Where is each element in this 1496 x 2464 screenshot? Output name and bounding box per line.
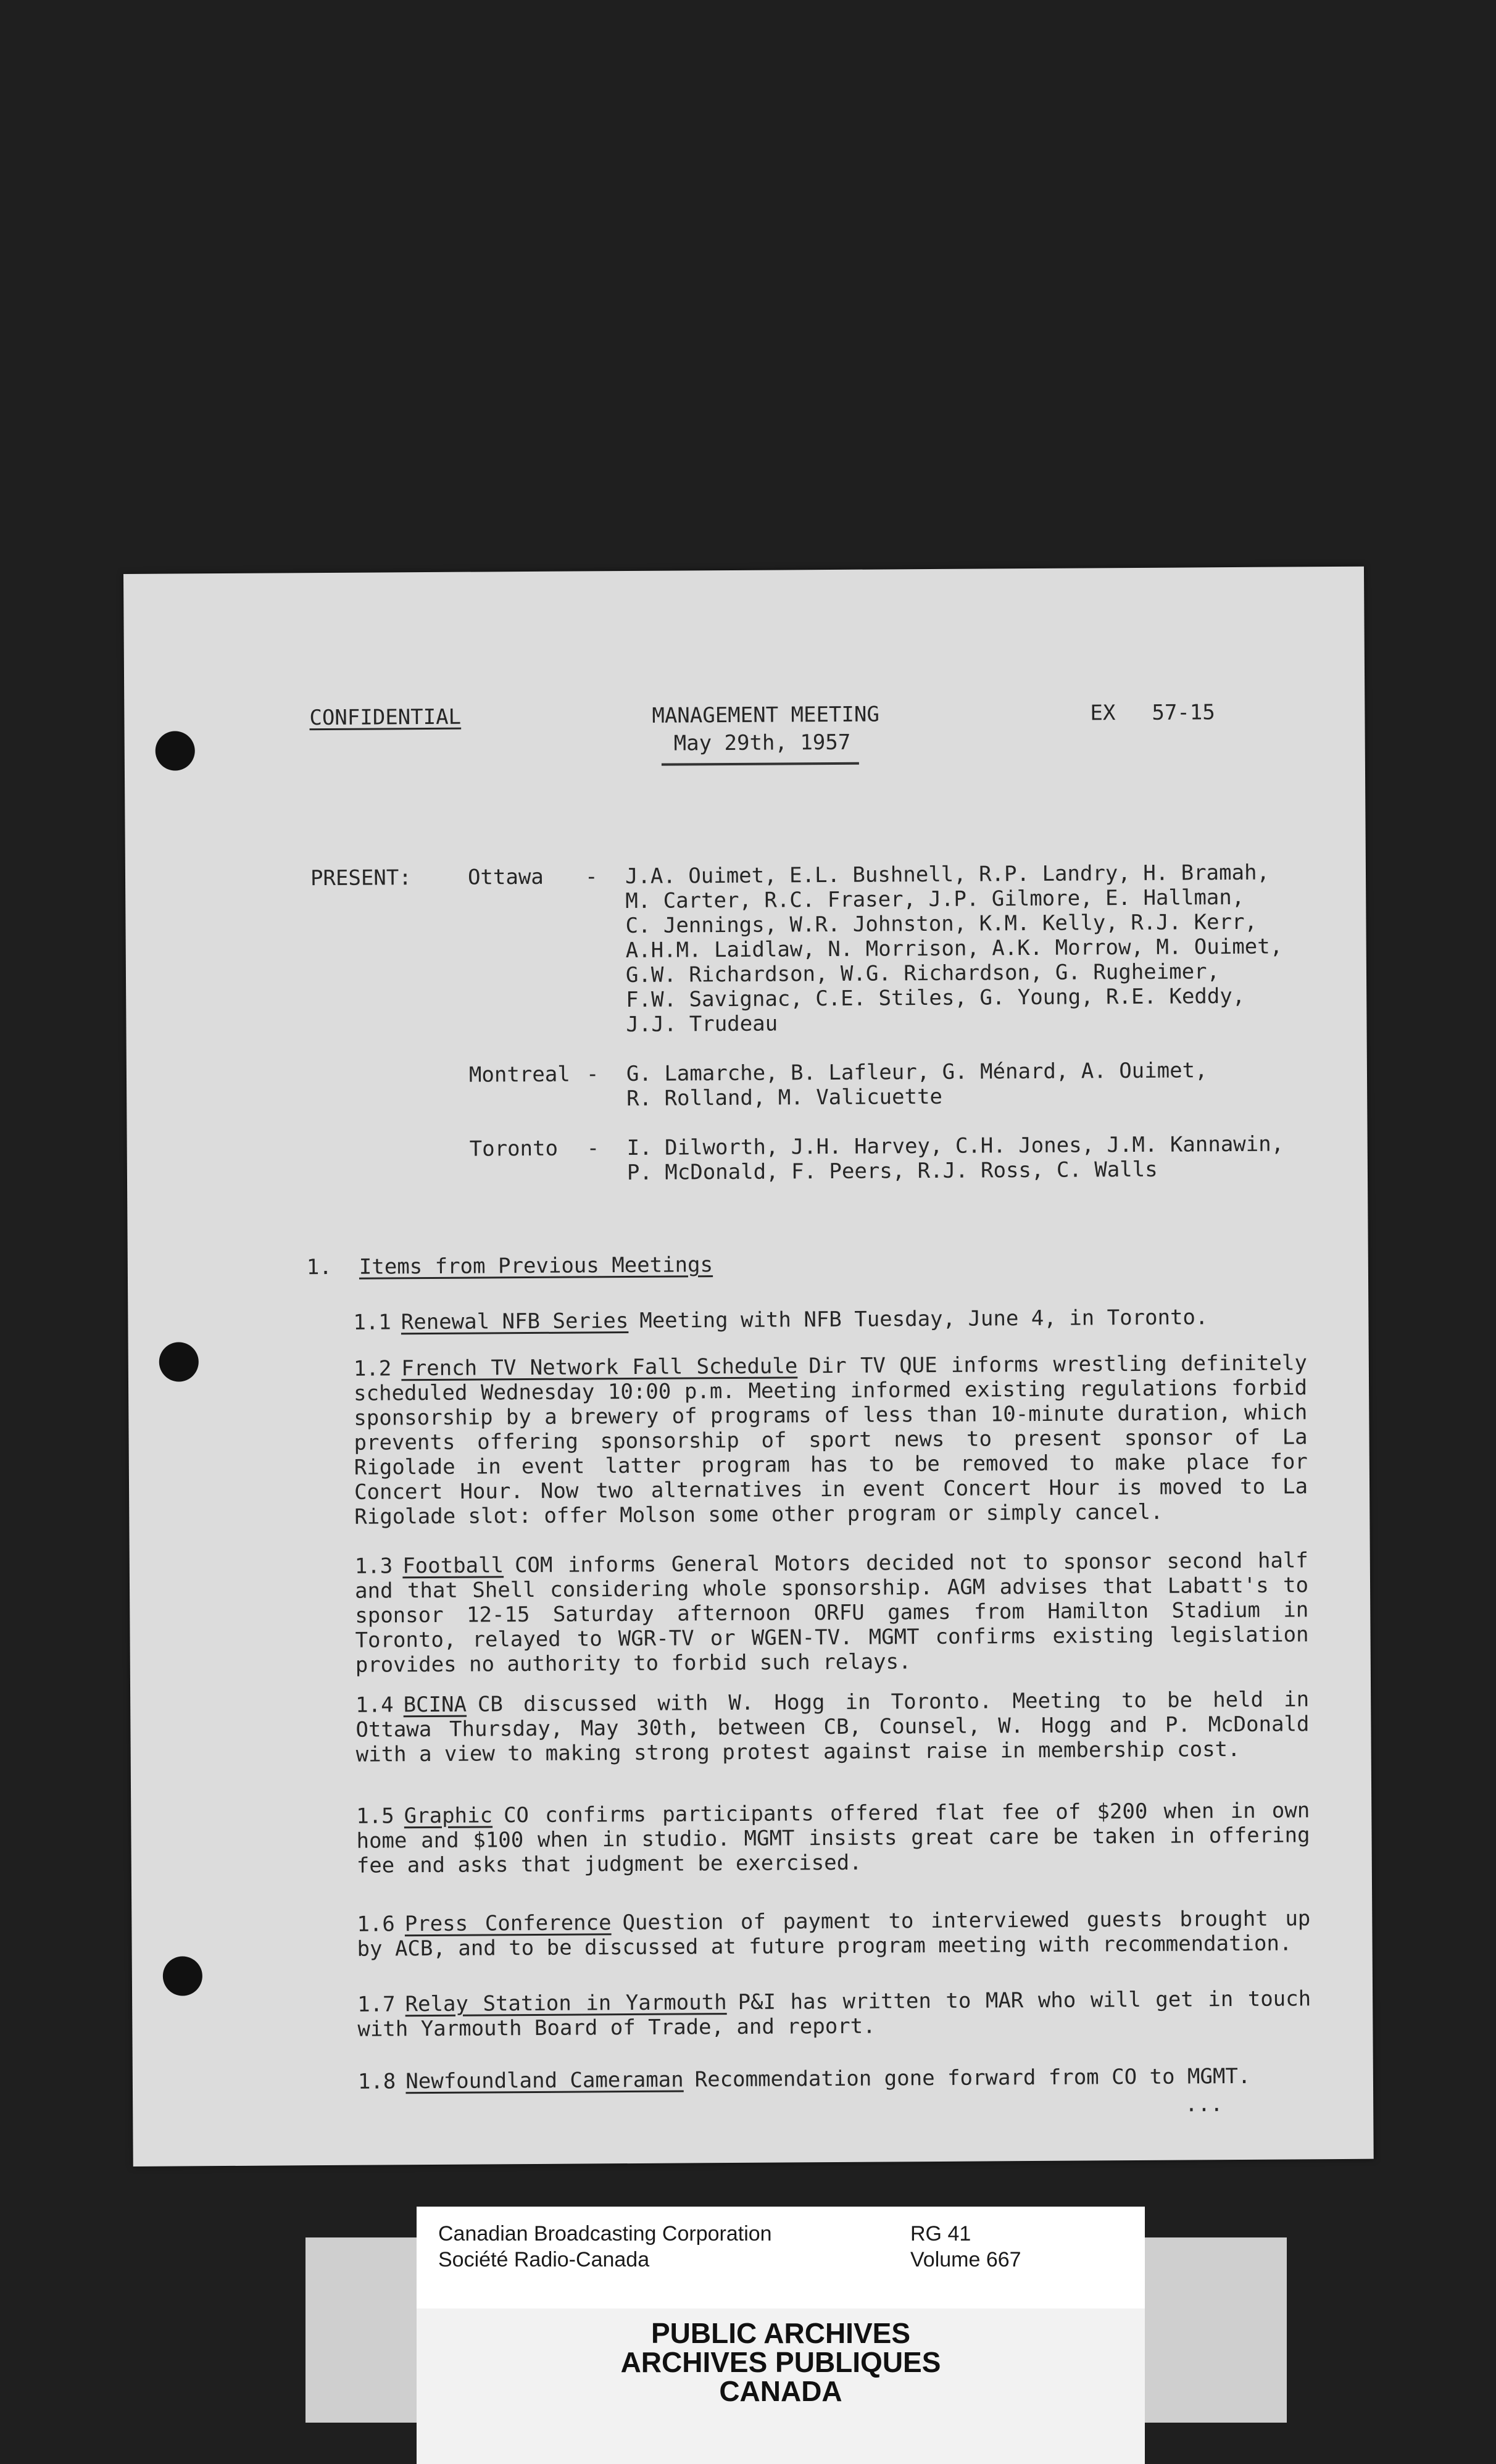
attendee-list-toronto xyxy=(627,1131,1306,1185)
org-name-fr: Société Radio-Canada xyxy=(438,2248,650,2271)
punch-hole xyxy=(163,1956,202,1996)
minute-item xyxy=(357,1986,1311,2041)
item-title: Football xyxy=(402,1553,504,1579)
record-group: RG 41 xyxy=(910,2222,971,2245)
minute-item xyxy=(357,1906,1310,1961)
section-number: 1. xyxy=(306,1254,332,1280)
confidential-label: CONFIDENTIAL xyxy=(309,704,462,731)
ref-prefix: EX xyxy=(1090,701,1116,726)
punch-hole xyxy=(156,731,195,770)
item-title: French TV Network Fall Schedule xyxy=(401,1354,798,1381)
item-number: 1.6 xyxy=(357,1912,395,1937)
continuation-marker: ... xyxy=(1185,2092,1223,2117)
attendee-line: G. Lamarche, B. Lafleur, G. Ménard, A. Ouimet, xyxy=(626,1058,1208,1087)
item-text: P&I has written to MAR who will get in touch with Yarmouth Board of Trade, and report. xyxy=(357,1986,1311,2042)
item-number: 1.3 xyxy=(354,1554,393,1579)
attendee-line: C. Jennings, W.R. Johnston, K.M. Kelly, R.J. Kerr, xyxy=(625,909,1258,939)
punch-hole xyxy=(159,1342,199,1381)
attendee-line: P. McDonald, F. Peers, R.J. Ross, C. Walls xyxy=(626,1157,1158,1186)
attendee-line: F.W. Savignac, C.E. Stiles, G. Young, R.E. Keddy, xyxy=(626,983,1245,1013)
item-text: Dir TV QUE informs wrestling definitely scheduled Wednesday 10:00 p.m. Meeting informed existing regulations forbid sponsorship by a brewery of programs of less than 10-minute duration, which prevents offering sponsorship of sport news to present sponsor of La Rigolade in event latter program has to be removed to make place for Concert Hour. Now two alternatives in event Concert Hour is moved to La Rigolade slot: offer Molson some other program or simply cancel. xyxy=(353,1351,1308,1530)
minute-item xyxy=(353,1304,1307,1334)
item-text: Recommendation gone forward from CO to MGMT. xyxy=(694,2063,1251,2092)
minute-item xyxy=(355,1687,1310,1767)
item-text: CO confirms participants offered flat fee of $200 when in own home and $100 when in studio. MGMT insists great care be taken in offering fee and asks that judgment be exercised. xyxy=(356,1798,1310,1878)
present-label: PRESENT: xyxy=(310,865,412,891)
present-city-ottawa: Ottawa xyxy=(467,864,544,890)
minute-item xyxy=(358,2063,1311,2094)
date-underline xyxy=(662,762,859,766)
item-title: Relay Station in Yarmouth xyxy=(405,1990,727,2017)
attendee-line: J.J. Trudeau xyxy=(626,1011,778,1038)
attendee-line: G.W. Richardson, W.G. Richardson, G. Rugheimer, xyxy=(625,959,1220,988)
item-title: Press Conference xyxy=(404,1910,612,1937)
document-page xyxy=(123,567,1374,2166)
item-number: 1.4 xyxy=(355,1692,394,1718)
stamp-line: PUBLIC ARCHIVES xyxy=(651,2317,910,2349)
attendee-line: J.A. Ouimet, E.L. Bushnell, R.P. Landry, H. Bramah, xyxy=(625,860,1270,889)
item-title: BCINA xyxy=(403,1692,467,1718)
meeting-date: May 29th, 1957 xyxy=(673,730,851,756)
attendee-line: M. Carter, R.C. Fraser, J.P. Gilmore, E. Hallman, xyxy=(625,884,1245,914)
item-number: 1.2 xyxy=(353,1356,392,1381)
attendee-line: I. Dilworth, J.H. Harvey, C.H. Jones, J.M. Kannawin, xyxy=(626,1131,1284,1161)
attendee-list-ottawa xyxy=(625,860,1305,1037)
attendee-line: A.H.M. Laidlaw, N. Morrison, A.K. Morrow, M. Ouimet, xyxy=(625,934,1283,964)
item-title: Graphic xyxy=(404,1803,493,1829)
item-text: Question of payment to interviewed guests brought up by ACB, and to be discussed at future program meeting with recommendation. xyxy=(357,1906,1311,1962)
attendee-list-montreal xyxy=(626,1057,1305,1111)
dash: - xyxy=(584,864,598,889)
item-number: 1.8 xyxy=(357,2069,396,2094)
attendee-line: R. Rolland, M. Valicuette xyxy=(626,1084,943,1112)
present-city-toronto: Toronto xyxy=(469,1136,559,1162)
item-title: Newfoundland Cameraman xyxy=(405,2067,684,2094)
dash: - xyxy=(586,1062,599,1087)
ref-number: 57-15 xyxy=(1152,700,1215,725)
stamp-line: CANADA xyxy=(719,2375,842,2407)
minute-item xyxy=(354,1351,1308,1529)
item-title: Renewal NFB Series xyxy=(401,1309,629,1335)
meeting-title: MANAGEMENT MEETING xyxy=(652,702,880,728)
item-text: Meeting with NFB Tuesday, June 4, in Toronto. xyxy=(639,1305,1208,1333)
org-name-en: Canadian Broadcasting Corporation xyxy=(438,2222,772,2245)
minute-item xyxy=(355,1548,1309,1677)
volume-number: Volume 667 xyxy=(910,2248,1021,2271)
stamp-line: ARCHIVES PUBLIQUES xyxy=(620,2346,941,2378)
item-text: CB discussed with W. Hogg in Toronto. Meeting to be held in Ottawa Thursday, May 30th, between CB, Counsel, W. Hogg and P. McDonald with a view to making strong protest against raise in membership cost. xyxy=(355,1687,1310,1767)
item-text: COM informs General Motors decided not to sponsor second half and that Shell considering whole sponsorship. AGM advises that Labatt's to sponsor 12-15 Saturday afternoon ORFU games from Hamilton Stadium in Toronto, relayed to WGR-TV or WGEN-TV. MGMT confirms existing legislation provides no authority to forbid such relays. xyxy=(354,1548,1309,1678)
dash: - xyxy=(586,1136,600,1161)
item-number: 1.1 xyxy=(353,1310,391,1335)
present-city-montreal: Montreal xyxy=(468,1062,570,1088)
minute-item xyxy=(356,1798,1310,1878)
section-title: Items from Previous Meetings xyxy=(359,1252,713,1280)
item-number: 1.5 xyxy=(356,1804,394,1829)
item-number: 1.7 xyxy=(357,1992,396,2017)
